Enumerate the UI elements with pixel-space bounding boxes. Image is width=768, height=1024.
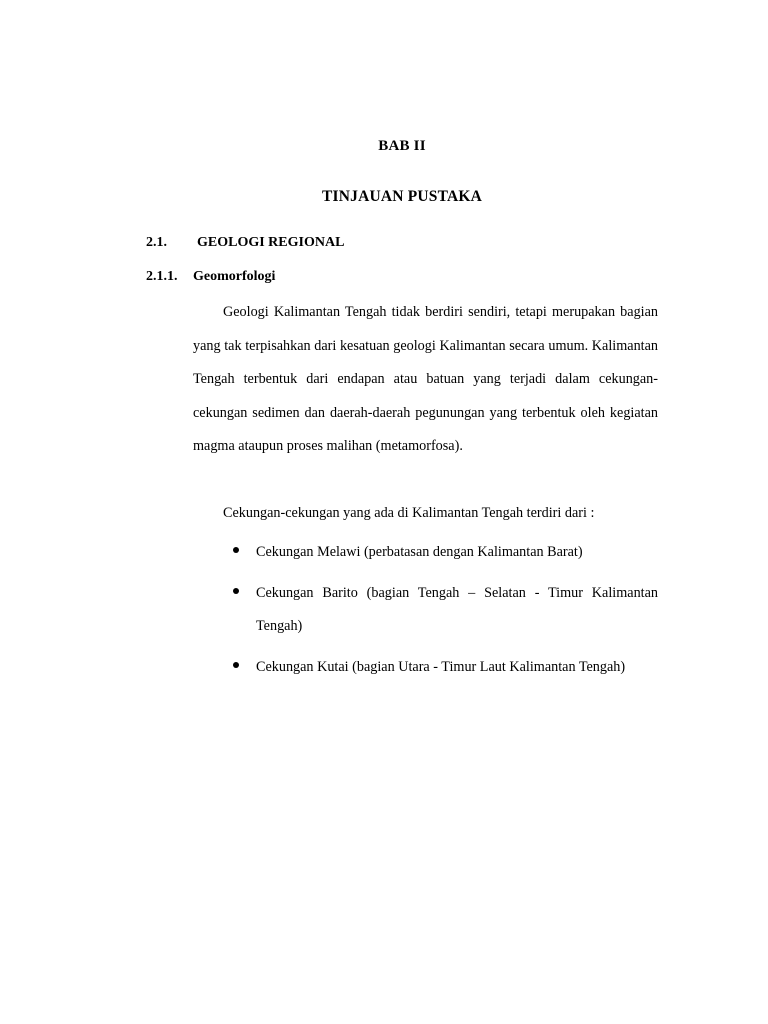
list-item-text: Cekungan Kutai (bagian Utara - Timur Laut Kalimantan Tengah) xyxy=(256,658,626,675)
paragraph-basins-intro: Cekungan-cekungan yang ada di Kalimantan Tengah terdiri dari : xyxy=(223,505,595,521)
list-item xyxy=(193,536,658,570)
section-title: GEOLOGI REGIONAL xyxy=(197,235,345,250)
basin-list xyxy=(193,536,658,684)
list-item xyxy=(193,651,658,685)
subsection-title: Geomorfologi xyxy=(193,269,276,284)
paragraph-geology-intro: Geologi Kalimantan Tengah tidak berdiri sendiri, tetapi merupakan bagian yang tak terpisahkan dari kesatuan geologi Kalimantan secara umum. Kalimantan Tengah terbentuk dari endapan atau batuan yang terjadi dalam cekungan-cekungan sedimen dan daerah-daerah pegunungan yang terbentuk oleh kegiatan magma ataupun proses malihan (metamorfosa). xyxy=(193,304,658,454)
list-item-text: Cekungan Melawi (perbatasan dengan Kalimantan Barat) xyxy=(256,544,583,560)
bullet-icon xyxy=(233,662,239,668)
chapter-number: BAB II xyxy=(378,138,426,154)
bullet-icon xyxy=(233,588,239,594)
bullet-icon xyxy=(233,547,239,553)
list-item xyxy=(193,577,658,644)
chapter-title: TINJAUAN PUSTAKA xyxy=(321,188,483,205)
list-item-text: Cekungan Barito (bagian Tengah – Selatan - Timur Kalimantan Tengah) xyxy=(256,584,658,634)
subsection-heading xyxy=(146,269,275,285)
subsection-number: 2.1.1. xyxy=(146,269,178,284)
section-number: 2.1. xyxy=(146,235,167,250)
section-heading xyxy=(146,235,344,251)
